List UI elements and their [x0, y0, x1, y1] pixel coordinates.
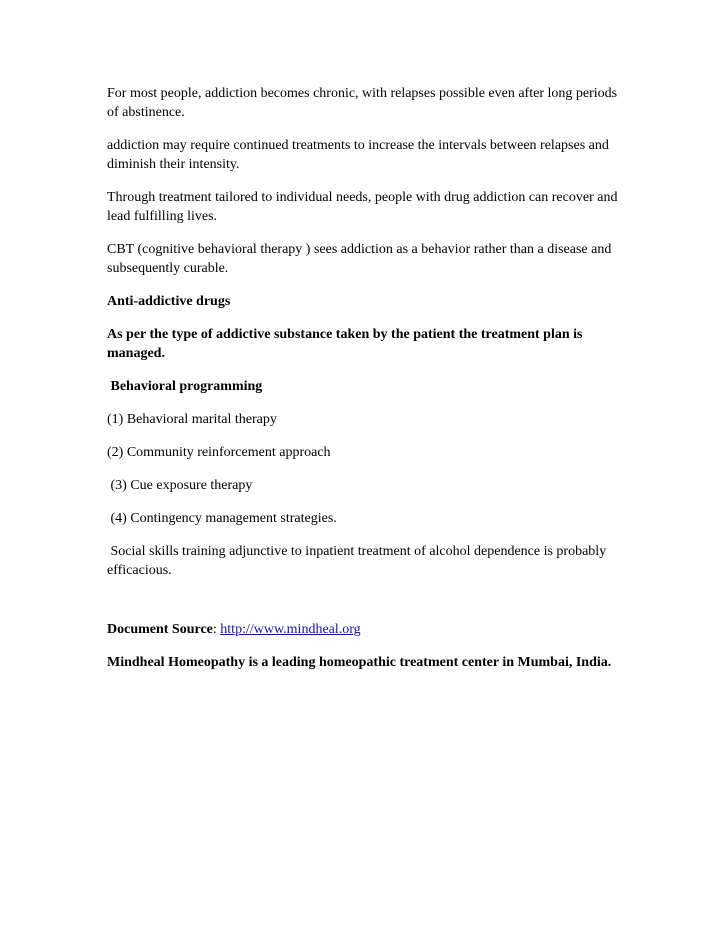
paragraph-tailored-treatment: Through treatment tailored to individual needs, people with drug addiction can recover and lead fulfilling lives. [107, 190, 621, 224]
list-item-community-reinforcement: (2) Community reinforcement approach [107, 445, 331, 460]
paragraph-social-skills: Social skills training adjunctive to inpatient treatment of alcohol dependence is probably efficacious. [107, 544, 610, 578]
source-label: Document Source [107, 622, 213, 637]
document-page [107, 84, 627, 686]
list-item-cue-exposure: (3) Cue exposure therapy [107, 478, 253, 493]
source-separator: : [212, 622, 221, 637]
paragraph-cbt: CBT (cognitive behavioral therapy ) sees addiction as a behavior rather than a disease and subsequently curable. [107, 242, 615, 276]
paragraph-treatment-plan: As per the type of addictive substance taken by the patient the treatment plan is managed. [107, 327, 586, 361]
paragraph-continued-treatments: addiction may require continued treatments to increase the intervals between relapses and diminish their intensity. [107, 138, 613, 172]
source-link[interactable]: http://www.mindheal.org [220, 622, 361, 637]
list-item-marital-therapy: (1) Behavioral marital therapy [107, 412, 277, 427]
heading-anti-addictive-drugs: Anti-addictive drugs [107, 294, 231, 309]
list-item-contingency-management: (4) Contingency management strategies. [107, 511, 337, 526]
document-source-line [107, 620, 627, 639]
footer-description: Mindheal Homeopathy is a leading homeopathic treatment center in Mumbai, India. [107, 655, 612, 670]
paragraph-chronic: For most people, addiction becomes chronic, with relapses possible even after long periods of abstinence. [107, 86, 621, 120]
heading-behavioral-programming: Behavioral programming [107, 379, 263, 394]
